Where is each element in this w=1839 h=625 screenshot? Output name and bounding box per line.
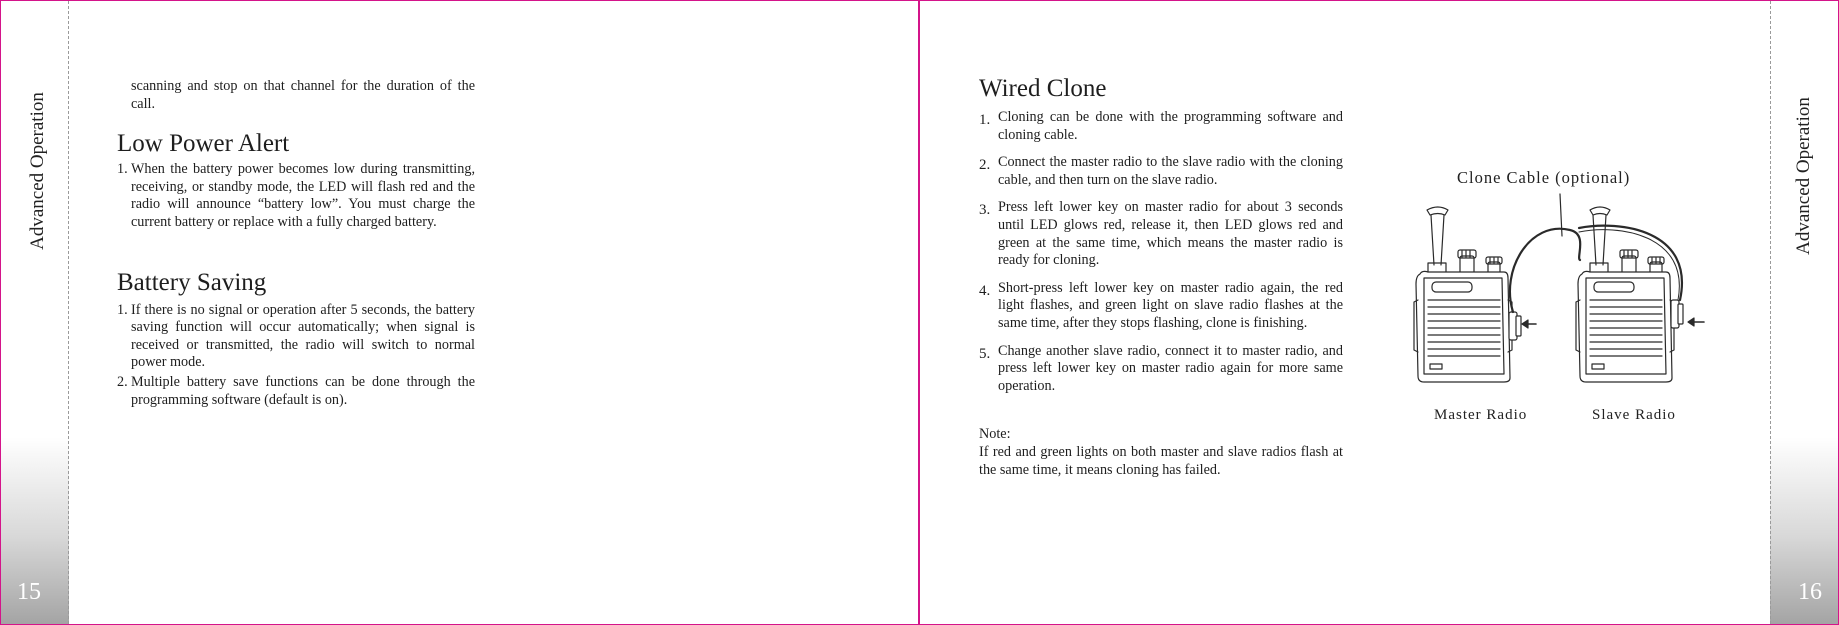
list-item	[117, 374, 475, 409]
steps-list	[979, 109, 1343, 395]
left-side-strip	[1, 1, 69, 624]
note-block	[979, 426, 1343, 479]
item-number: 1.	[117, 301, 128, 318]
note-label: Note:	[979, 426, 1011, 443]
side-label: Advanced Operation	[27, 92, 48, 250]
clone-cable-label: Clone Cable (optional)	[1457, 168, 1631, 187]
step-number: 4.	[979, 282, 991, 299]
right-side-strip	[1770, 1, 1838, 624]
radios-illustration	[1400, 160, 1730, 430]
list-item	[117, 302, 475, 372]
list-item	[979, 154, 1343, 189]
page-number: 15	[17, 579, 41, 605]
item-text: If there is no signal or operation after 5 seconds, the battery saving function will occur automatically; when signal is received or transmitted, the radio will switch to normal power mode.	[131, 301, 475, 371]
step-text: Cloning can be done with the programming software and cloning cable.	[998, 109, 1343, 143]
list-item	[117, 161, 475, 231]
slave-radio-label: Slave Radio	[1592, 407, 1676, 423]
step-number: 5.	[979, 345, 991, 362]
side-label: Advanced Operation	[1793, 97, 1814, 255]
page-number: 16	[1798, 579, 1822, 605]
right-page-content	[979, 74, 1343, 479]
list-item	[979, 343, 1343, 396]
step-text: Change another slave radio, connect it to master radio, and press left lower key on master radio again for more same operation.	[998, 342, 1343, 394]
list-item	[979, 199, 1343, 269]
master-radio-icon	[1414, 207, 1536, 382]
section-title-battery-saving: Battery Saving	[117, 268, 267, 296]
clone-cable-figure	[1400, 160, 1730, 430]
section-title-low-power-alert: Low Power Alert	[117, 130, 290, 158]
item-number: 2.	[117, 373, 128, 390]
slave-radio-icon	[1576, 207, 1704, 382]
item-text: When the battery power becomes low during transmitting, receiving, or standby mode, the LED will flash red and the radio will announce “battery low”. You must charge the current battery or replace with a fully charged battery.	[131, 161, 475, 230]
step-number: 3.	[979, 202, 991, 219]
continued-paragraph: scanning and stop on that channel for the duration of the call.	[131, 78, 475, 112]
left-page-content	[117, 78, 475, 411]
note-text: If red and green lights on both master and slave radios flash at the same time, it means cloning has failed.	[979, 443, 1343, 478]
list-item	[979, 280, 1343, 333]
step-text: Connect the master radio to the slave radio with the cloning cable, and then turn on the slave radio.	[998, 154, 1343, 188]
section-title-wired-clone: Wired Clone	[979, 75, 1107, 102]
item-number: 1.	[117, 161, 128, 178]
item-text: Multiple battery save functions can be done through the programming software (default is on).	[131, 373, 475, 408]
master-radio-label: Master Radio	[1434, 407, 1528, 423]
list-item	[979, 109, 1343, 144]
step-number: 1.	[979, 112, 991, 128]
step-text: Short-press left lower key on master radio again, the red light flashes, and green light on slave radio flashes at the same time, after they stops flashing, clone is finishing.	[998, 279, 1343, 331]
step-text: Press left lower key on master radio for about 3 seconds until LED glows red, release it, then LED glows red and green at the same time, which means the master radio is ready for cloning.	[998, 199, 1343, 269]
step-number: 2.	[979, 157, 991, 174]
